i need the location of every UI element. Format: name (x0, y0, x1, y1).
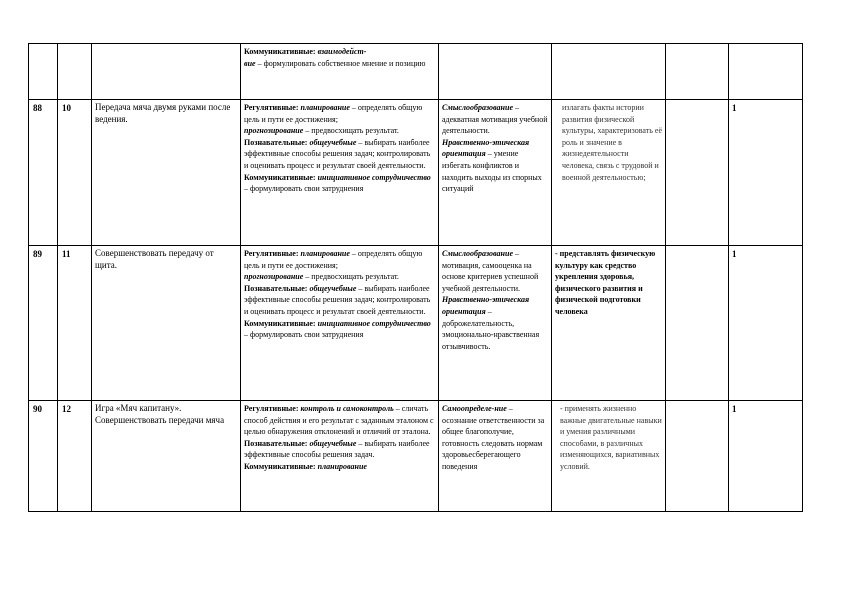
personal-results (439, 100, 552, 246)
lesson-number: 88 (29, 100, 58, 246)
result-line: Регулятивные: планирование – определять общую цель и пути ее достижения; (244, 249, 423, 270)
metasubject-results (241, 401, 439, 512)
lesson-number: 90 (29, 401, 58, 512)
result-line: Коммуникативные: инициативное сотрудничество – формулировать свои затруднения (244, 318, 431, 340)
personal-results (439, 401, 552, 512)
lesson-index (58, 44, 92, 100)
table-row (29, 44, 803, 100)
result-line: Нравственно-этическая ориентация – доброжелательность, эмоционально-нравственная отзывчивость. (442, 295, 540, 351)
subject-results (552, 44, 666, 100)
result-line: Смыслообразование – адекватная мотивация учебной деятельности. (442, 103, 548, 136)
table-row (29, 246, 803, 401)
result-line: Познавательные: общеучебные – выбирать наиболее эффективные способы решения задач; контролировать и оценивать процесс и результат своей деятельности. (244, 137, 431, 170)
personal-results (439, 246, 552, 401)
result-line: Смыслообразование – мотивация, самооценка на основе критериев успешной учебной деятельности. (442, 249, 539, 293)
empty-cell (666, 401, 729, 512)
lesson-index: 10 (58, 100, 92, 246)
table-row (29, 100, 803, 246)
result-line: Нравственно-этическая ориентация – умение избегать конфликтов и находить выходы из спорных ситуаций (442, 137, 542, 194)
result-line: Коммуникативные: инициативное сотрудничество – формулировать свои затруднения (244, 172, 431, 194)
result-line: Познавательные: общеучебные – выбирать наиболее эффективные способы решения задач. Коммуникативные: планирование (244, 438, 430, 471)
lesson-number (29, 44, 58, 100)
metasubject-results (241, 100, 439, 246)
hours: 1 (729, 100, 803, 246)
result-line: Самоопределе-ние – осознание ответственности за общее благополучие, готовность следовать нормам здоровьесберегающего поведения (442, 404, 545, 471)
lesson-index: 11 (58, 246, 92, 401)
hours: 1 (729, 401, 803, 512)
result-line: прогнозирование – предвосхищать результат. (244, 272, 399, 282)
empty-cell (666, 44, 729, 100)
lesson-topic: Совершенствовать передачу от щита. (92, 246, 241, 401)
metasubject-results (241, 246, 439, 401)
lesson-index: 12 (58, 401, 92, 512)
personal-results (439, 44, 552, 100)
result-line: Регулятивные: контроль и самоконтроль – сличать способ действия и его результат с заданным эталоном с целью обнаружения отклонений и отличий от эталона. (244, 404, 434, 437)
lesson-number: 89 (29, 246, 58, 401)
subject-results: излагать факты истории развития физической культуры, характеризовать её роль и значение в жизнедеятельности человека, связь с трудовой и военной деятельностью; (552, 100, 666, 246)
lesson-plan-table (28, 43, 803, 512)
result-line: прогнозирование – предвосхищать результат. (244, 126, 399, 136)
empty-cell (666, 100, 729, 246)
lesson-topic: Игра «Мяч капитану». Совершенствовать передачи мяча (92, 401, 241, 512)
hours (729, 44, 803, 100)
subject-results: - представлять физическую культуру как средство укрепления здоровья, физического развития и физической подготовки человека (552, 246, 666, 401)
subject-results: - применять жизненно важные двигательные навыки и умения различными способами, в различных изменяющихся, вариативных условий. (552, 401, 666, 512)
result-line: Регулятивные: планирование – определять общую цель и пути ее достижения; (244, 103, 423, 124)
result-line: Познавательные: общеучебные – выбирать наиболее эффективные способы решения задач; контролировать и оценивать процесс и результат своей деятельности. (244, 283, 431, 316)
empty-cell (666, 246, 729, 401)
metasubject-results (241, 44, 439, 100)
result-line: Коммуникативные: взаимодейст- (244, 47, 367, 56)
lesson-topic (92, 44, 241, 100)
table-row (29, 401, 803, 512)
result-line: вие – формулировать собственное мнение и позицию (244, 58, 426, 68)
hours: 1 (729, 246, 803, 401)
lesson-topic: Передача мяча двумя руками после ведения. (92, 100, 241, 246)
